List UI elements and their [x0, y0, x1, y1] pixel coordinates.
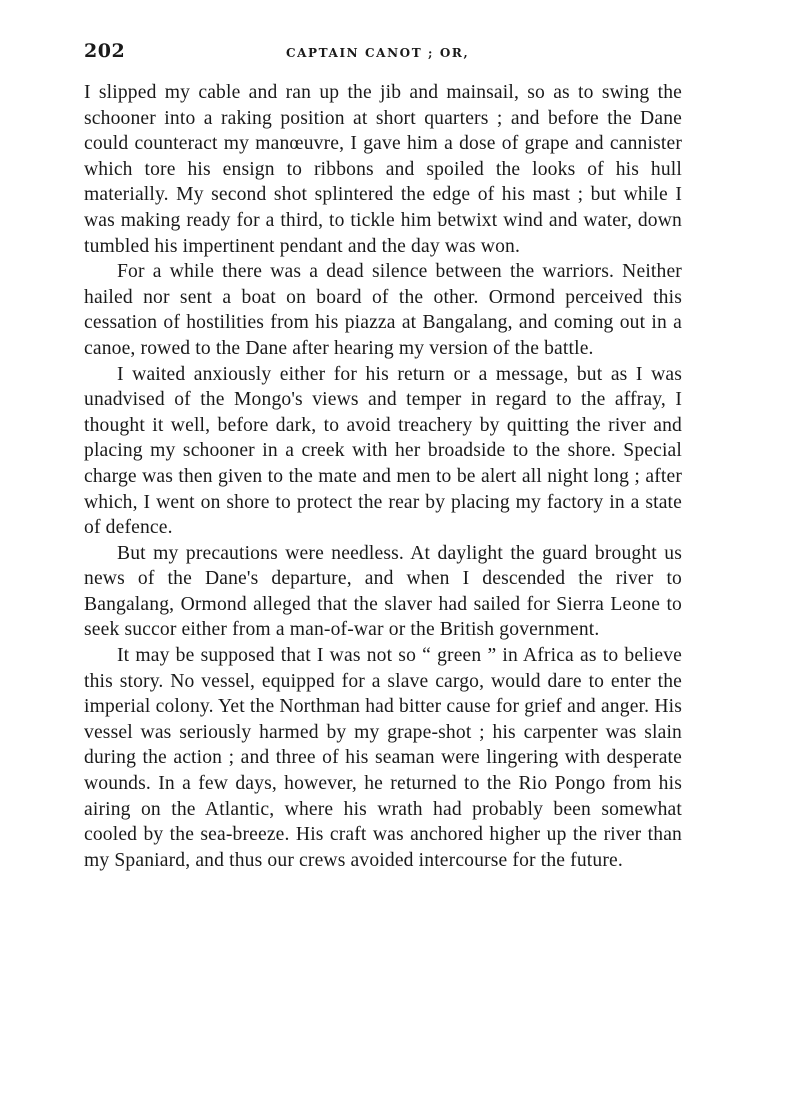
paragraph-2: For a while there was a dead silence between the warriors. Neither hailed nor sent a boat on board of the other. Ormond perceived this cessation of hostilities from his piazza at Bangalang, and coming out in a canoe, rowed to the Dane after hearing my version of the battle.: [84, 261, 682, 359]
body-text: [84, 80, 682, 873]
book-page: [84, 40, 682, 873]
running-title: CAPTAIN CANOT ; OR,: [286, 46, 470, 60]
paragraph-4: But my precautions were needless. At daylight the guard brought us news of the Dane's departure, and when I descended the river to Bangalang, Ormond alleged that the slaver had sailed for Sierra Leone to seek succor either from a man-of-war or the British government.: [84, 542, 682, 641]
paragraph-5: It may be supposed that I was not so “ green ” in Africa as to believe this story. No vessel, equipped for a slave cargo, would dare to enter the imperial colony. Yet the Northman had bitter cause for grief and anger. His vessel was seriously harmed by my grape-shot ; his carpenter was slain during the action ; and three of his seaman were lingering with desperate wounds. In a few days, however, he returned to the Rio Pongo from his airing on the Atlantic, where his wrath had probably been somewhat cooled by the sea-breeze. His craft was anchored higher up the river than my Spaniard, and thus our crews avoided intercourse for the future.: [84, 645, 682, 871]
paragraph-1: I slipped my cable and ran up the jib and mainsail, so as to swing the schooner into a raking position at short quarters ; and before the Dane could counteract my manœuvre, I gave him a dose of grape and cannister which tore his ensign to ribbons and spoiled the looks of his hull materially. My second shot splintered the edge of his mast ; but while I was making ready for a third, to tickle him betwixt wind and water, down tumbled his impertinent pendant and the day was won.: [84, 82, 682, 257]
paragraph-3: I waited anxiously either for his return or a message, but as I was unadvised of the Mongo's views and temper in regard to the affray, I thought it well, before dark, to avoid treachery by quitting the river and placing my schooner in a creek with her broadside to the shore. Special charge was then given to the mate and men to be alert all night long ; after which, I went on shore to protect the rear by placing my factory in a state of defence.: [84, 363, 682, 539]
running-head: [84, 40, 682, 66]
page-number: 202: [84, 40, 126, 62]
